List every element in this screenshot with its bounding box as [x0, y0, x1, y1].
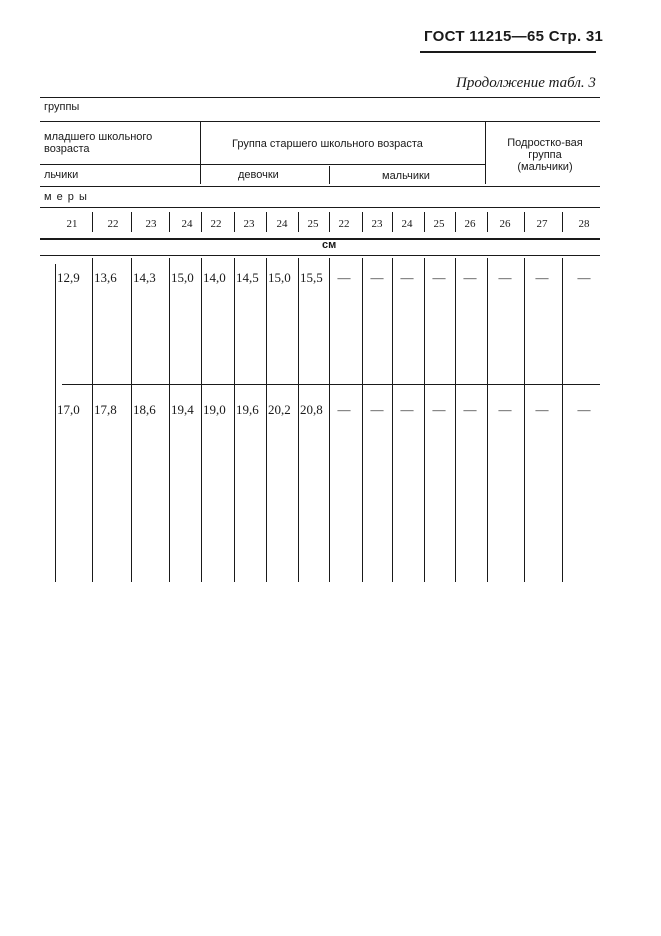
column-line — [298, 258, 299, 582]
value-cell: 19,4 — [171, 402, 194, 417]
dash-cell: — — [498, 402, 512, 417]
value-cell: 17,8 — [94, 402, 117, 417]
dash-cell: — — [535, 402, 549, 417]
dash-cell: — — [400, 402, 414, 417]
measures-label: м е р ы — [44, 191, 88, 203]
rule-after-measures — [40, 207, 600, 208]
size-divider — [131, 212, 132, 232]
rule-under-senior — [40, 164, 486, 165]
size-number: 25 — [433, 218, 445, 230]
size-number: 22 — [210, 218, 222, 230]
senior-group-header: Группа старшего школьного возраста — [232, 138, 423, 150]
size-number: 23 — [243, 218, 255, 230]
column-line — [169, 258, 170, 582]
size-divider — [298, 212, 299, 232]
size-number: 23 — [145, 218, 157, 230]
value-cell: 20,8 — [300, 402, 323, 417]
rule-before-unit — [40, 238, 600, 240]
size-number: 21 — [66, 218, 78, 230]
boys-senior-label: мальчики — [382, 170, 430, 182]
size-divider — [455, 212, 456, 232]
size-number: 23 — [371, 218, 383, 230]
rule-after-groups — [40, 121, 600, 122]
size-divider — [524, 212, 525, 232]
rule-after-unit — [40, 255, 600, 256]
value-cell: 19,6 — [236, 402, 259, 417]
header-groups-label: группы — [44, 101, 80, 113]
dash-cell: — — [400, 270, 414, 285]
dash-cell: — — [463, 402, 477, 417]
size-number: 22 — [338, 218, 350, 230]
header-rule — [420, 51, 596, 53]
dash-cell: — — [535, 270, 549, 285]
value-cell: 17,0 — [57, 402, 80, 417]
dash-cell: — — [370, 402, 384, 417]
table-top-border — [40, 97, 600, 98]
value-cell: 15,5 — [300, 270, 323, 285]
dash-cell: — — [577, 402, 591, 417]
size-number: 27 — [536, 218, 548, 230]
value-cell: 14,5 — [236, 270, 259, 285]
value-cell: 18,6 — [133, 402, 156, 417]
dash-cell: — — [498, 270, 512, 285]
page-header-title: ГОСТ 11215—65 Стр. 31 — [424, 28, 604, 45]
unit-label: см — [322, 239, 337, 251]
column-line — [234, 258, 235, 582]
dash-cell: — — [577, 270, 591, 285]
divider-junior-senior — [200, 122, 201, 184]
size-divider — [169, 212, 170, 232]
value-cell: 19,0 — [203, 402, 226, 417]
table-continuation-caption: Продолжение табл. 3 — [456, 75, 596, 91]
dash-cell: — — [370, 270, 384, 285]
size-number: 24 — [276, 218, 288, 230]
column-line — [487, 258, 488, 582]
value-cell: 20,2 — [268, 402, 291, 417]
size-divider — [392, 212, 393, 232]
value-cell: 14,0 — [203, 270, 226, 285]
size-divider — [424, 212, 425, 232]
size-divider — [234, 212, 235, 232]
column-line — [266, 258, 267, 582]
dash-cell: — — [337, 402, 351, 417]
column-line — [392, 258, 393, 582]
value-cell: 13,6 — [94, 270, 117, 285]
size-number: 22 — [107, 218, 119, 230]
value-cell: 15,0 — [268, 270, 291, 285]
dash-cell: — — [337, 270, 351, 285]
column-line — [562, 258, 563, 582]
divider-girls-boys — [329, 166, 330, 184]
column-line — [55, 264, 56, 582]
size-divider — [201, 212, 202, 232]
size-divider — [362, 212, 363, 232]
column-line — [201, 258, 202, 582]
column-line — [524, 258, 525, 582]
size-number: 25 — [307, 218, 319, 230]
column-line — [131, 258, 132, 582]
size-number: 28 — [578, 218, 590, 230]
teen-group-header: Подростко-вая группа (мальчики) — [507, 137, 583, 173]
row-separator — [62, 384, 600, 385]
size-divider — [92, 212, 93, 232]
rule-after-gender — [40, 186, 600, 187]
size-number: 24 — [181, 218, 193, 230]
column-line — [92, 258, 93, 582]
size-divider — [487, 212, 488, 232]
column-line — [362, 258, 363, 582]
size-number: 24 — [401, 218, 413, 230]
boys-junior-label: льчики — [44, 169, 79, 181]
size-divider — [329, 212, 330, 232]
size-number: 26 — [464, 218, 476, 230]
value-cell: 15,0 — [171, 270, 194, 285]
dash-cell: — — [432, 402, 446, 417]
column-line — [455, 258, 456, 582]
dash-cell: — — [463, 270, 477, 285]
size-divider — [562, 212, 563, 232]
column-line — [424, 258, 425, 582]
value-cell: 12,9 — [57, 270, 80, 285]
value-cell: 14,3 — [133, 270, 156, 285]
column-line — [329, 258, 330, 582]
size-divider — [266, 212, 267, 232]
girls-label: девочки — [238, 169, 279, 181]
dash-cell: — — [432, 270, 446, 285]
size-number: 26 — [499, 218, 511, 230]
junior-group-header: младшего школьного возраста — [44, 131, 153, 155]
divider-senior-teen — [485, 122, 486, 184]
